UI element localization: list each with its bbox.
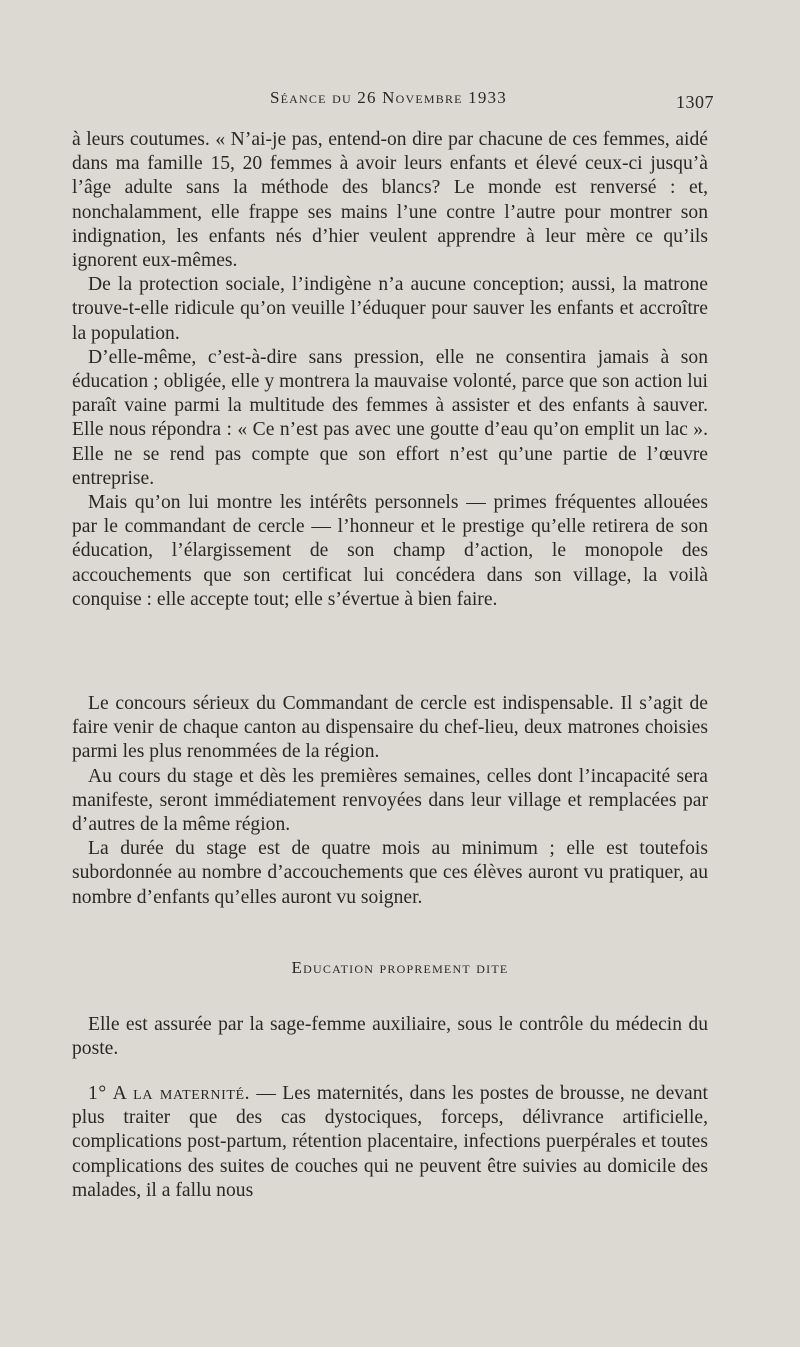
page-number: 1307 bbox=[676, 92, 714, 112]
paragraph: à leurs coutumes. « N’ai-je pas, entend-on dire par chacune de ces femmes, aidé dans ma famille 15, 20 femmes à avoir leurs enfants et élevé ceux-ci jusqu’à l’âge adulte sans la méthode des blancs? Le monde est renversé : et, nonchalamment, elle frappe ses mains l’une contre l’autre pour montrer son indignation, les enfants nés d’hier veulent apprendre à leur mère ce qu’ils ignorent eux-mêmes. bbox=[72, 129, 708, 272]
paragraph bbox=[72, 1082, 708, 1203]
paragraph: De la protection sociale, l’indigène n’a aucune conception; aussi, la matrone trouve-t-elle ridicule qu’on veuille l’éduquer pour sauver les enfants et accroître la population. bbox=[72, 274, 708, 344]
text-block-education bbox=[72, 1013, 708, 1061]
text-block-maternity bbox=[72, 1082, 708, 1203]
paragraph: D’elle-même, c’est-à-dire sans pression, elle ne consentira jamais à son éducation ; obligée, elle y montrera la mauvaise volonté, parce que son action lui paraît vaine parmi la multitude des femmes à assister et des enfants à sauver. Elle nous répondra : « Ce n’est pas avec une goutte d’eau qu’on emplit un lac ». Elle ne se rend pas compte que son effort n’est qu’une partie de l’œuvre entreprise. bbox=[72, 346, 708, 489]
subsection-lead: 1° A la maternité. bbox=[88, 1083, 251, 1104]
paragraph: La durée du stage est de quatre mois au minimum ; elle est toutefois subordonnée au nombre d’accouchements que ces élèves auront vu pratiquer, au nombre d’enfants qu’elles auront vu soigner. bbox=[72, 838, 708, 908]
running-title: Séance du 26 Novembre 1933 bbox=[270, 88, 507, 107]
text-block-matrone-attitude bbox=[72, 128, 708, 612]
text-block-recruitment bbox=[72, 692, 708, 910]
paragraph: Au cours du stage et dès les premières semaines, celles dont l’incapacité sera manifeste, seront immédiatement renvoyées dans leur village et remplacées par d’autres de la même région. bbox=[72, 765, 708, 836]
section-heading: Education proprement dite bbox=[291, 958, 509, 977]
running-head bbox=[0, 84, 800, 114]
paragraph: Mais qu’on lui montre les intérêts personnels — primes fréquentes allouées par le commandant de cercle — l’honneur et le prestige qu’elle retirera de son éducation, l’élargissement de son champ d’action, le monopole des accouchements que son certificat lui concédera dans son village, la voilà conquise : elle accepte tout; elle s’évertue à bien faire. bbox=[72, 492, 708, 610]
paragraph: Le concours sérieux du Commandant de cercle est indispensable. Il s’agit de faire venir de chaque canton au dispensaire du chef-lieu, deux matrones choisies parmi les plus renommées de la région. bbox=[72, 693, 708, 763]
paragraph: Elle est assurée par la sage-femme auxiliaire, sous le contrôle du médecin du poste. bbox=[72, 1014, 708, 1060]
subsection-text: — Les maternités, dans les postes de brousse, ne devant plus traiter que des cas dystociques, forceps, délivrance artificielle, complications post-partum, rétention placentaire, infections puerpérales et toutes complications des suites de couches qui ne peuvent être suivies au domicile des malades, il a fallu nous bbox=[72, 1083, 708, 1201]
